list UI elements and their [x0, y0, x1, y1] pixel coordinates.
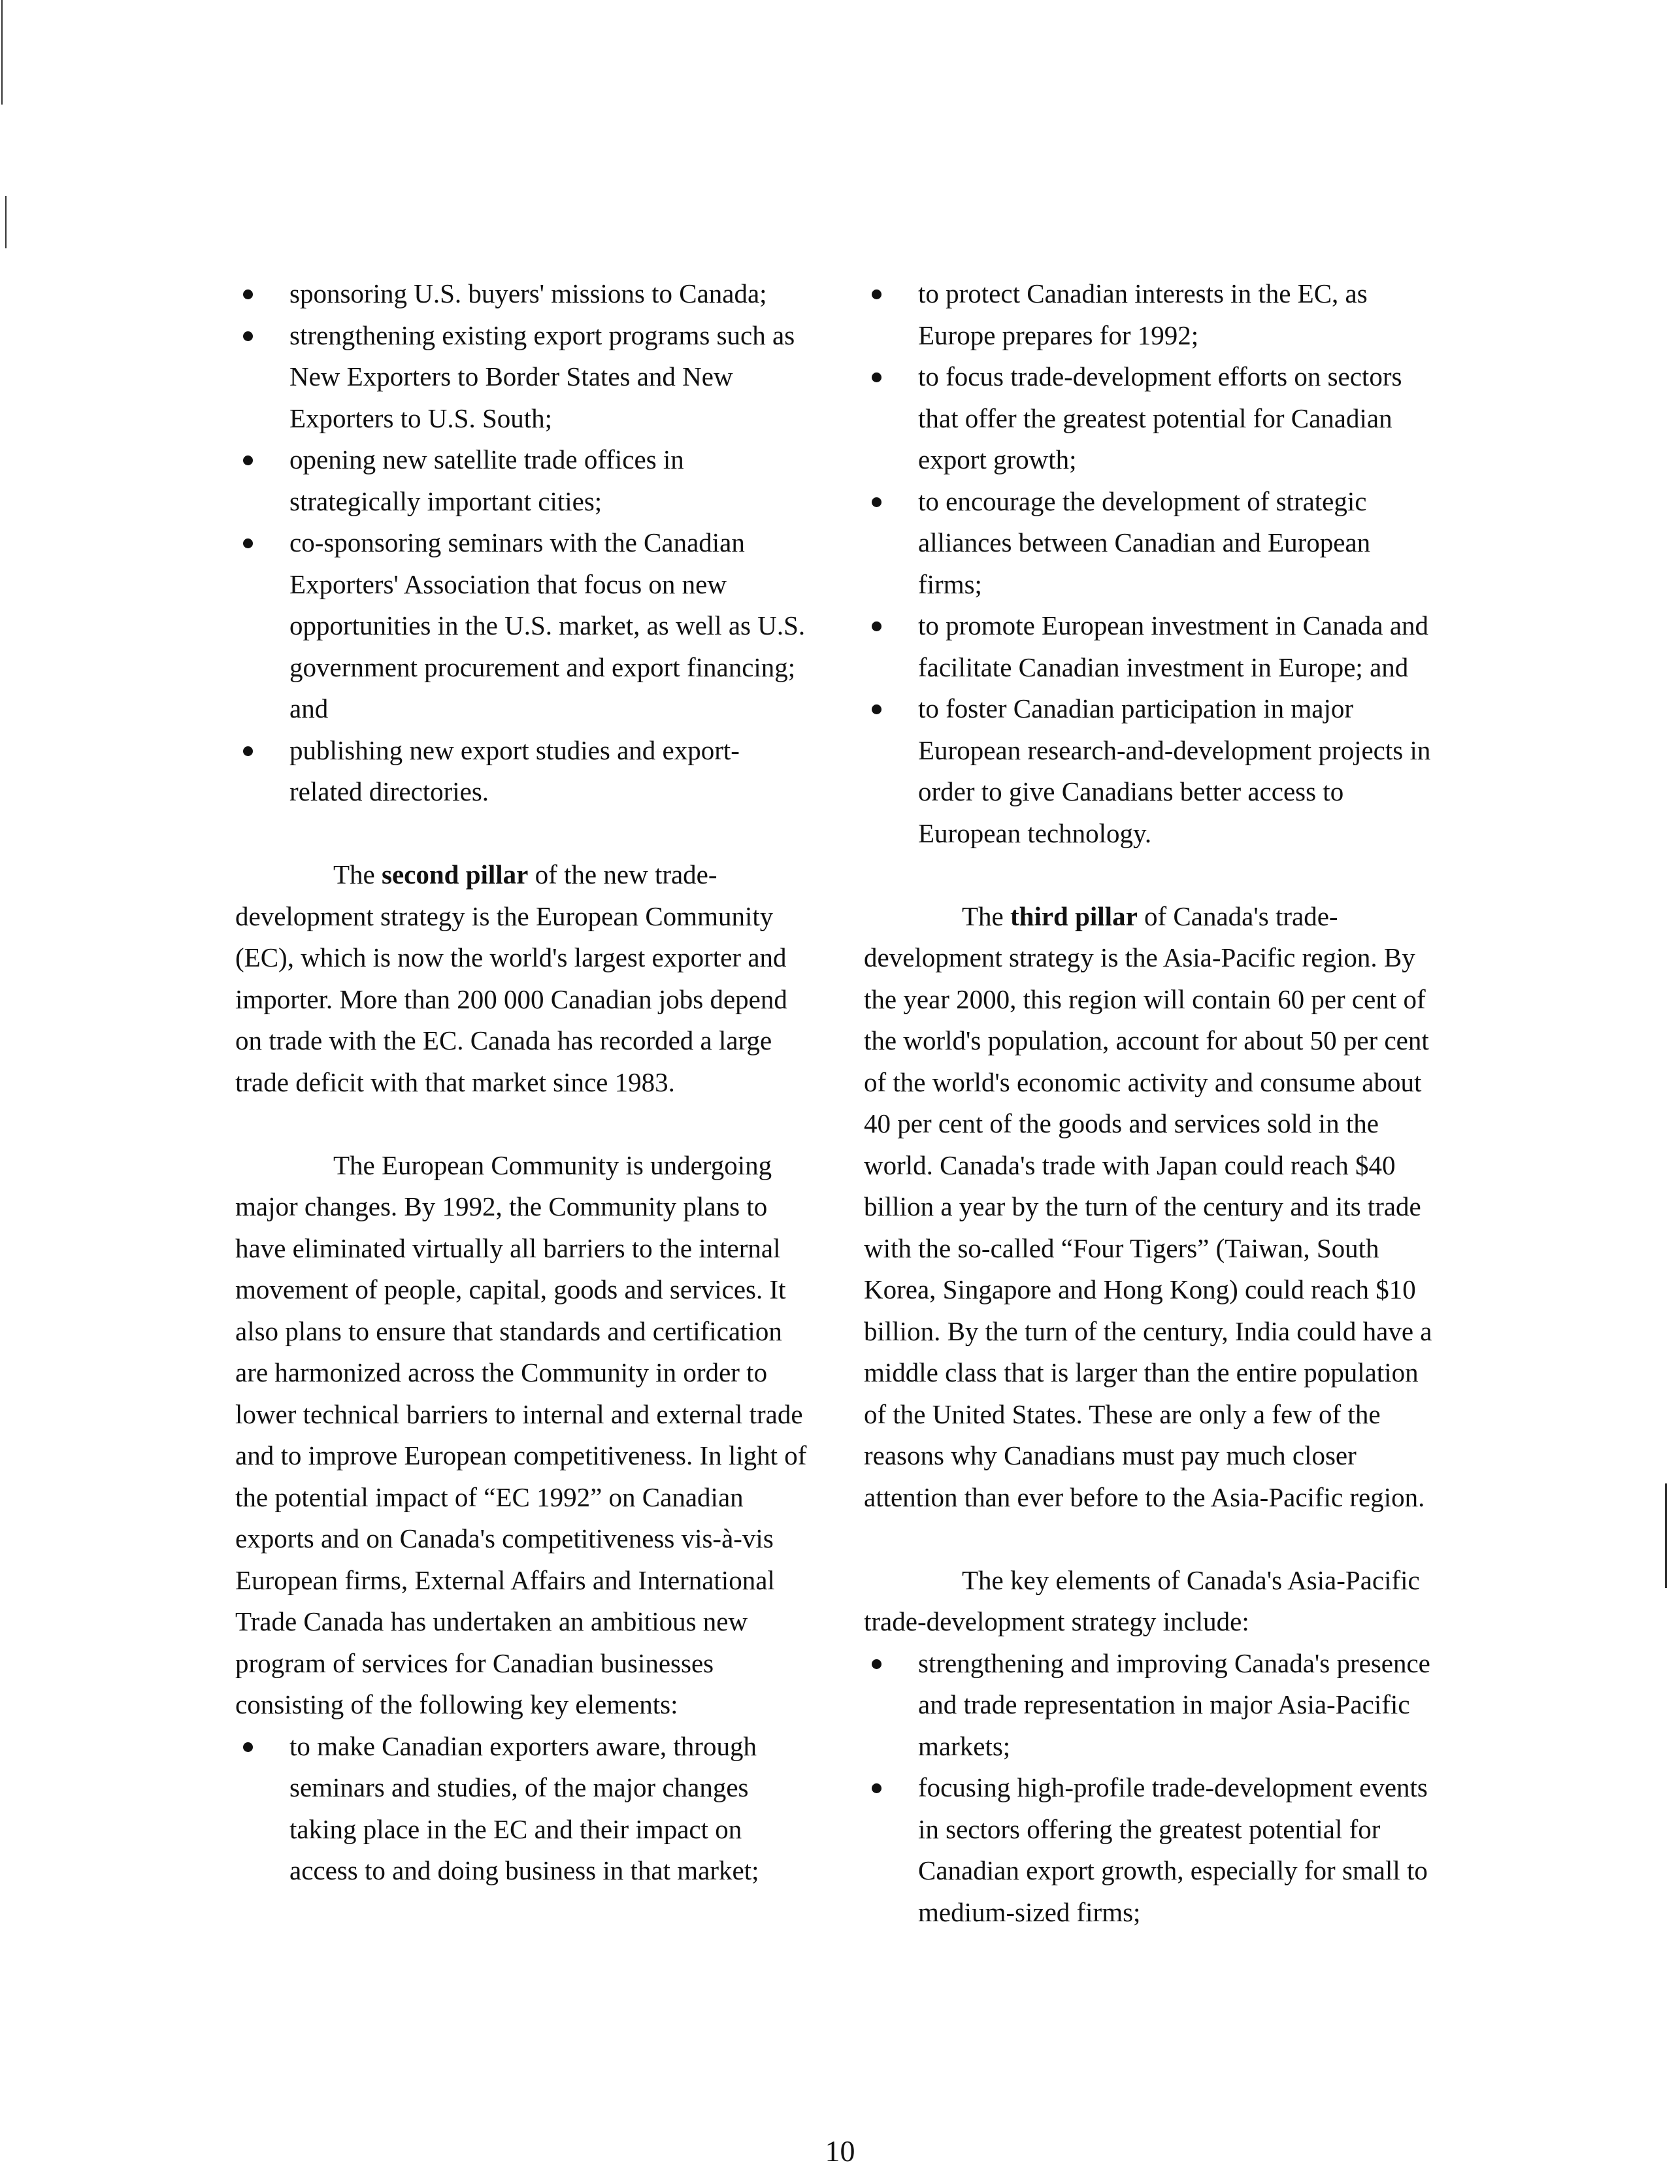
- scan-edge-right: [1665, 1483, 1667, 1588]
- list-item: to focus trade-development efforts on sectors that offer the greatest potential for Canadian export growth;: [864, 356, 1439, 481]
- left-bullet-list-bottom: [235, 1726, 807, 1892]
- list-item: to promote European investment in Canada and facilitate Canadian investment in Europe; and: [864, 605, 1439, 688]
- paragraph-european-community: The European Community is undergoing major changes. By 1992, the Community plans to have eliminated virtually all barriers to the internal movement of people, capital, goods and services. It also plans to ensure that standards and certification are harmonized across the Community in order to lower technical barriers to internal and external trade and to improve European competitiveness. In light of the potential impact of “EC 1992” on Canadian exports and on Canada's competitiveness vis-à-vis European firms, External Affairs and International Trade Canada has undertaken an ambitious new program of services for Canadian businesses consisting of the following key elements:: [235, 1150, 807, 1719]
- list-item: opening new satellite trade offices in strategically important cities;: [235, 439, 807, 522]
- list-item: to protect Canadian interests in the EC, as Europe prepares for 1992;: [864, 273, 1439, 356]
- list-item: to foster Canadian participation in major European research-and-development projects in order to give Canadians better access to European technology.: [864, 688, 1439, 854]
- left-bullet-list-top: [235, 273, 807, 813]
- list-item: strengthening existing export programs such as New Exporters to Border States and New Exporters to U.S. South;: [235, 315, 807, 440]
- scan-edge-left-tick: [5, 196, 7, 248]
- paragraph-third-pillar: The third pillar of Canada's trade-development strategy is the Asia-Pacific region. By the year 2000, this region will contain 60 per cent of the world's population, account for about 50 per cent of the world's economic activity and consume about 40 per cent of the goods and services sold in the world. Canada's trade with Japan could reach $40 billion a year by the turn of the century and its trade with the so-called “Four Tigers” (Taiwan, South Korea, Singapore and Hong Kong) could reach $10 billion. By the turn of the century, India could have a middle class that is larger than the entire population of the United States. These are only a few of the reasons why Canadians must pay much closer attention than ever before to the Asia-Pacific region.: [864, 901, 1432, 1512]
- list-item: to make Canadian exporters aware, through seminars and studies, of the major changes taking place in the EC and their impact on access to and doing business in that market;: [235, 1726, 807, 1892]
- emphasis-second-pillar: second pillar: [382, 859, 529, 889]
- paragraph-key-elements: The key elements of Canada's Asia-Pacific trade-development strategy include:: [864, 1564, 1420, 1636]
- emphasis-third-pillar: third pillar: [1010, 901, 1138, 931]
- right-column: [864, 273, 1439, 1933]
- paragraph-second-pillar: The second pillar of the new trade-development strategy is the European Community (EC), which is now the world's largest exporter and importer. More than 200 000 Canadian jobs depend on trade with the EC. Canada has recorded a large trade deficit with that market since 1983.: [235, 859, 787, 1097]
- right-bullet-list-top: [864, 273, 1439, 854]
- list-item: focusing high-profile trade-development events in sectors offering the greatest potential for Canadian export growth, especially for small to medium-sized firms;: [864, 1767, 1439, 1933]
- scan-edge-left: [1, 0, 3, 105]
- list-item: strengthening and improving Canada's presence and trade representation in major Asia-Pacific markets;: [864, 1643, 1439, 1768]
- list-item: sponsoring U.S. buyers' missions to Canada;: [235, 273, 807, 315]
- right-bullet-list-bottom: [864, 1643, 1439, 1934]
- page-number: 10: [825, 2134, 855, 2168]
- left-column: [235, 273, 807, 1892]
- list-item: co-sponsoring seminars with the Canadian Exporters' Association that focus on new opportunities in the U.S. market, as well as U.S. government procurement and export financing; and: [235, 522, 807, 730]
- list-item: to encourage the development of strategic alliances between Canadian and European firms;: [864, 481, 1439, 606]
- list-item: publishing new export studies and export-related directories.: [235, 730, 807, 813]
